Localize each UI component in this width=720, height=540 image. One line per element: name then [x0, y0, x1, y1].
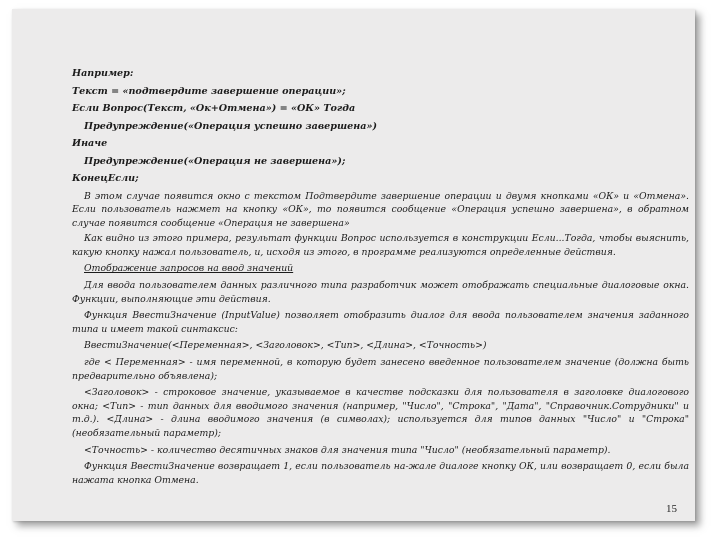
code-line-text-assign: Текст = «подтвердите завершение операции»;	[72, 85, 346, 97]
section-title: Отображение запросов на ввод значений	[84, 263, 294, 275]
code-line-warning-fail: Предупреждение(«Операция не завершена»);	[84, 155, 346, 167]
page-number: 15	[666, 503, 677, 515]
paragraph-syntax: ВвестиЗначение(<Переменная>, <Заголовок>, <Тип>, <Длина>, <Точность>)	[84, 340, 487, 352]
paragraph-inputvalue: Функция ВвестиЗначение (InputValue) позволяет отобразить диалог для ввода пользователем значения заданного типа и имеет такой синтаксис:	[72, 310, 689, 335]
paragraph-explanation: В этом случае появится окно с текстом Подтвердите завершение операции и двумя кнопками «ОК» и «Отмена». Если пользователь нажмет на кнопку «ОК», то появится сообщение «Операция успешно завершена», в обратном случае появится сообщение «Операция не завершена»	[72, 190, 689, 229]
paragraph-variable: где < Переменная> - имя переменной, в которую будет занесено введенное пользователем значение (должна быть предварительно объявлена);	[72, 357, 689, 382]
paragraph-return: Функция ВвестиЗначение возвращает 1, если пользователь на-жале диалоге кнопку ОК, или возвращает 0, если была нажата кнопка Отмена.	[72, 461, 689, 486]
code-line-if: Если Вопрос(Текст, «Ок+Отмена») = «ОК» Тогда	[72, 103, 356, 114]
paragraph-dialogs: Для ввода пользователем данных различного типа разработчик может отображать специальные диалоговые окна. Функции, выполняющие эти действия.	[72, 280, 689, 305]
paragraph-result-usage: Как видно из этого примера, результат функции Вопрос используется в конструкции Если...Тогда, чтобы выяснить, какую кнопку нажал пользователь, и, исходя из этого, в программе реализуются определенные действия.	[72, 233, 689, 258]
code-line-warning-success: Предупреждение(«Операция успешно завершена»)	[84, 120, 377, 132]
code-line-else: Иначе	[72, 138, 108, 149]
paragraph-precision: <Точность> - количество десятичных знаков для значения типа "Число" (необязательный параметр).	[84, 444, 611, 456]
code-line-example-label: Например:	[72, 68, 134, 79]
slide	[12, 9, 695, 521]
code-line-endif: КонецЕсли;	[72, 173, 139, 184]
paragraph-params: <Заголовок> - строковое значение, указываемое в качестве подсказки для пользователя в заголовке диалогового окна; <Тип> - тип данных для вводимого значения (например, "Число", "Строка", "Дата", "Справочник.Сотрудники" и т.д.). <Длина> - длина вводимого значения (в символах); используется для типов данных "Число" и "Строка" (необязательный параметр);	[72, 387, 689, 439]
slide-content	[72, 65, 689, 487]
